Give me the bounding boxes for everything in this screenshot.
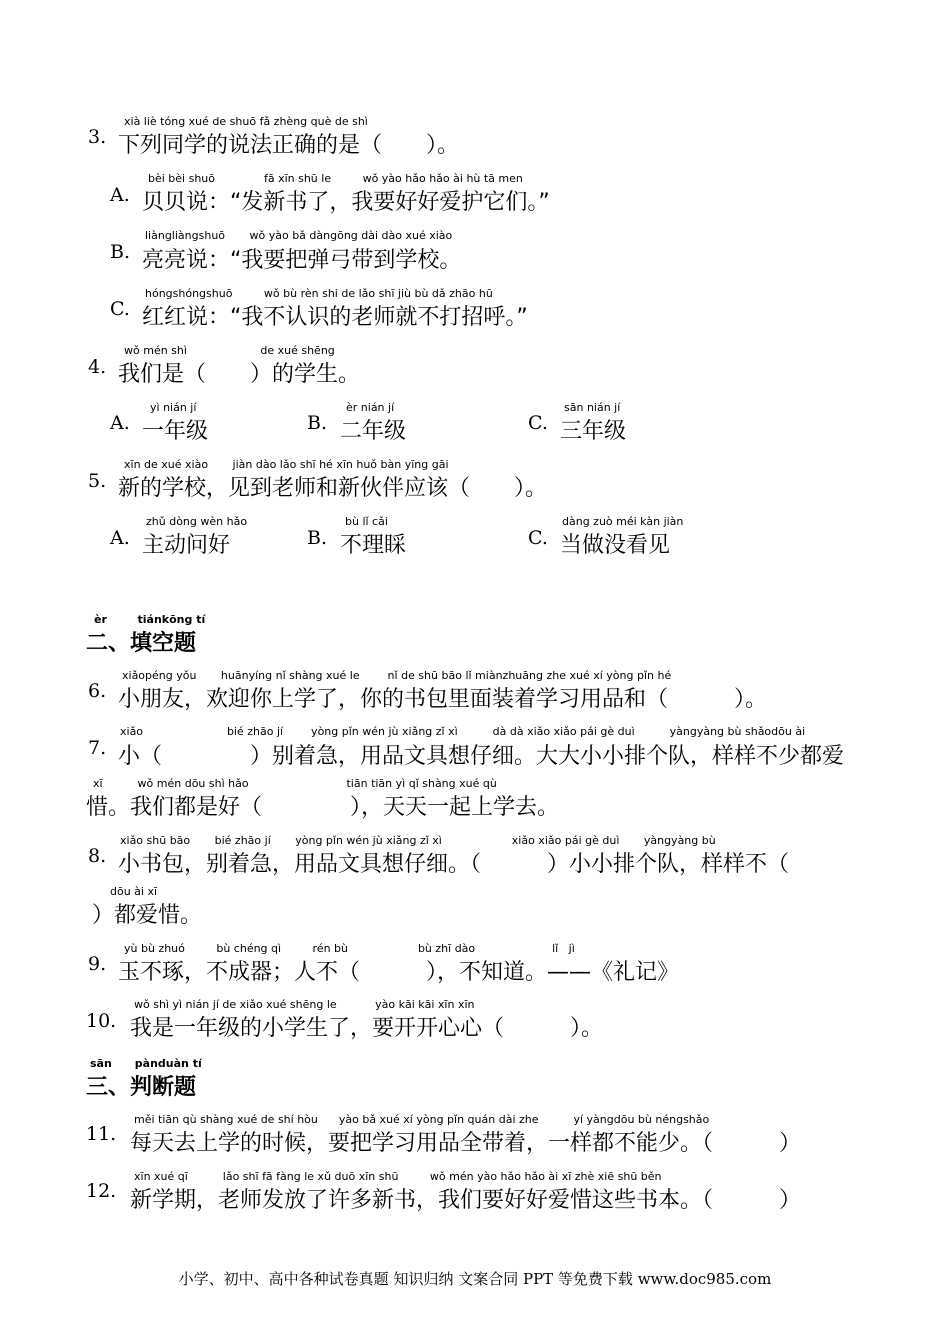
section-title: 二、填空题 (86, 631, 197, 656)
question-number: 7. (88, 737, 107, 759)
option-text: 红红说：“我不认识的老师就不打招呼。” (142, 305, 528, 330)
pinyin-line: xīn xué qī lǎo shī fā fàng le xǔ duō xīn shū wǒ mén yào hǎo hǎo ài xī zhè xiē shū běn (134, 1170, 662, 1183)
pinyin-line: xīn de xué xiào jiàn dào lǎo shī hé xīn huǒ bàn yīng gāi (124, 458, 449, 471)
question-stem: 下列同学的说法正确的是（ ）。 (118, 133, 460, 158)
question-text: 小书包，别着急，用品文具想仔细。（ ）小小排个队，样样不（ (118, 852, 790, 877)
option-text: 一年级 (142, 419, 209, 444)
pinyin-line: liàngliàngshuō wǒ yào bǎ dàngōng dài dào xué xiào (145, 229, 453, 242)
question-text: 玉不琢，不成器；人不（ ），不知道。——《礼记》 (118, 960, 680, 985)
section-title: 三、判断题 (86, 1075, 197, 1100)
question-number: 10. (86, 1010, 117, 1032)
question-stem: 新的学校，见到老师和新伙伴应该（ ）。 (118, 476, 548, 501)
pinyin-line: yù bù zhuó bù chéng qì rén bù bù zhī dào lǐ jì (124, 942, 575, 955)
option-letter: B. (110, 241, 131, 263)
pinyin-line: měi tiān qù shàng xué de shí hòu yào bǎ xué xí yòng pǐn quán dài zhe yí yàngdōu bù néngshǎo (134, 1113, 710, 1126)
question-number: 5. (88, 470, 107, 492)
option-text: 当做没看见 (560, 533, 671, 558)
section-pinyin: sān pànduàn tí (90, 1057, 202, 1070)
option-letter: C. (110, 298, 130, 320)
pinyin-line: bèi bèi shuō fā xīn shū le wǒ yào hǎo hǎo ài hù tā men (148, 172, 523, 185)
question-text: 惜。我们都是好（ ），天天一起上学去。 (86, 795, 560, 820)
pinyin-line: xià liè tóng xué de shuō fǎ zhèng què de shì (124, 115, 368, 128)
question-text: 每天去上学的时候，要把学习用品全带着，一样都不能少。（ ） (130, 1131, 802, 1156)
pinyin-line: hóngshóngshuō wǒ bù rèn shi de lǎo shī jiù bù dǎ zhāo hū (145, 287, 493, 300)
footer-text: 小学、初中、高中各种试卷真题 知识归纳 文案合同 PPT 等免费下载 www.doc985.com (178, 1270, 772, 1288)
question-text: 新学期，老师发放了许多新书，我们要好好爱惜这些书本。（ ） (130, 1188, 802, 1213)
option-letter: B. (307, 527, 328, 549)
pinyin-line: wǒ shì yì nián jí de xiǎo xué shēng le yào kāi kāi xīn xīn (134, 998, 475, 1011)
question-number: 9. (88, 953, 107, 975)
option-text: 二年级 (340, 419, 407, 444)
question-text: 小朋友，欢迎你上学了，你的书包里面装着学习用品和（ ）。 (118, 687, 768, 712)
option-text: 不理睬 (340, 533, 407, 558)
section-pinyin: èr tiánkōng tí (94, 613, 206, 626)
question-number: 6. (88, 680, 107, 702)
option-text: 三年级 (560, 419, 627, 444)
option-text: 主动问好 (142, 533, 231, 558)
question-number: 8. (88, 845, 107, 867)
option-letter: C. (528, 527, 548, 549)
option-letter: B. (307, 412, 328, 434)
pinyin-line: xiǎopéng yǒu huānyíng nǐ shàng xué le nǐ de shū bāo lǐ miànzhuāng zhe xué xí yòng pǐn hé (122, 669, 672, 682)
pinyin-line: bù lǐ cǎi (345, 515, 388, 528)
option-text: 亮亮说：“我要把弹弓带到学校。 (142, 248, 462, 273)
option-letter: A. (110, 184, 130, 206)
pinyin-line: sān nián jí (564, 401, 621, 414)
pinyin-line: xiǎo bié zhāo jí yòng pǐn wén jù xiǎng zǐ xì dà dà xiǎo xiǎo pái gè duì yàngyàng bù shǎodōu ài (120, 725, 806, 738)
pinyin-line: èr nián jí (346, 401, 395, 414)
question-stem: 我们是（ ）的学生。 (118, 362, 361, 387)
pinyin-line: dàng zuò méi kàn jiàn (562, 515, 684, 528)
pinyin-line: xiǎo shū bāo bié zhāo jí yòng pǐn wén jù xiǎng zǐ xì xiǎo xiǎo pái gè duì yàngyàng bù (120, 834, 716, 847)
question-number: 11. (86, 1123, 117, 1145)
question-text: ）都爱惜。 (92, 903, 203, 928)
question-text: 我是一年级的小学生了，要开开心心（ ）。 (130, 1016, 604, 1041)
question-number: 12. (86, 1180, 117, 1202)
question-number: 4. (88, 356, 107, 378)
question-number: 3. (88, 126, 107, 148)
option-letter: A. (110, 412, 130, 434)
pinyin-line: yì nián jí (150, 401, 197, 414)
pinyin-line: dōu ài xī (110, 885, 158, 898)
pinyin-line: zhǔ dòng wèn hǎo (146, 515, 248, 528)
option-letter: C. (528, 412, 548, 434)
question-text: 小（ ）别着急，用品文具想仔细。大大小小排个队，样样不少都爱 (118, 744, 845, 769)
pinyin-line: wǒ mén shì de xué shēng (124, 344, 335, 357)
pinyin-line: xī wǒ mén dōu shì hǎo tiān tiān yì qǐ shàng xué qù (93, 777, 497, 790)
option-text: 贝贝说：“发新书了，我要好好爱护它们。” (142, 190, 550, 215)
option-letter: A. (110, 527, 130, 549)
